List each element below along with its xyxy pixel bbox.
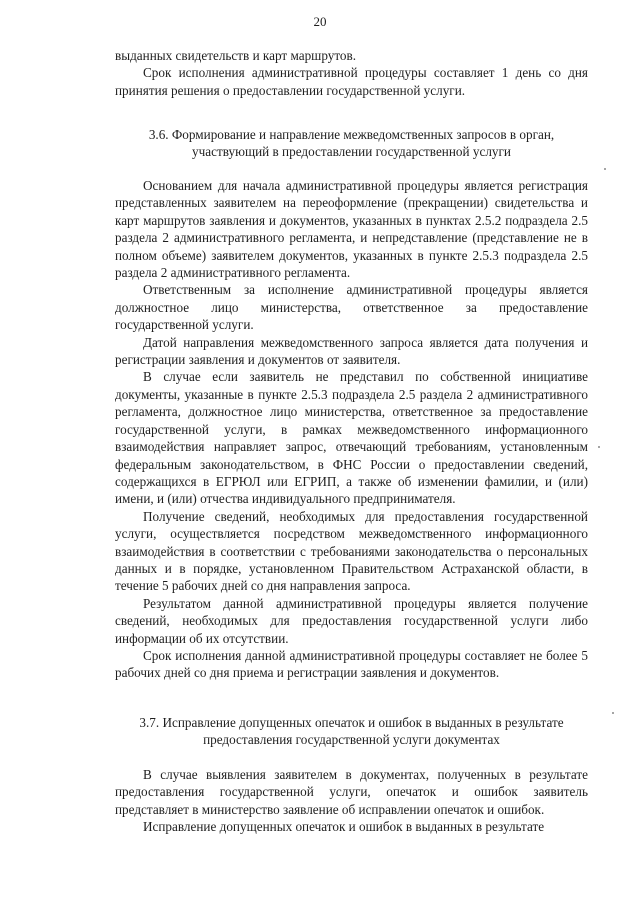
section-3-6-paragraph-3: Датой направления межведомственного запроса является дата получения и регистрации заявления и документов от заявителя. bbox=[115, 334, 588, 368]
section-3-6-heading: 3.6. Формирование и направление межведомственных запросов в орган, участвующий в предоставлении государственной услуги bbox=[148, 127, 555, 160]
section-3-6-paragraph-2: Ответственным за исполнение административной процедуры является должностное лицо министерства, ответственное за предоставление государственной услуги. bbox=[115, 282, 588, 333]
section-3-6-paragraph-4: В случае если заявитель не представил по собственной инициативе документы, указанные в пункте 2.5.3 подраздела 2.5 раздела 2 административного регламента, должностное лицо министерства, ответственное за предоставление государственной услуги, в рамках межведомственного информационного взаимодействия направляет запрос, отвечающий требованиям, установленным федеральным законодательством, в ФНС России о предоставлении сведений, содержащихся в ЕГРЮЛ или ЕГРИП, а также об изменении фамилии, и (или) имени, и (или) отчества индивидуального предпринимателя. bbox=[115, 369, 588, 507]
section-3-6-paragraph-6: Результатом данной административной процедуры является получение сведений, необходимых для предоставления государственной услуги либо информации об их отсутствии. bbox=[115, 595, 588, 646]
section-3-7-paragraph-2: Исправление допущенных опечаток и ошибок в выданных в результате bbox=[143, 819, 545, 835]
intro-block bbox=[115, 47, 588, 99]
page-number: 20 bbox=[313, 14, 327, 29]
section-3-7-heading: 3.7. Исправление допущенных опечаток и ошибок в выданных в результате предоставления государственной услуги документах bbox=[139, 715, 564, 748]
section-3-7-paragraph-1: В случае выявления заявителем в документах, полученных в результате предоставления государственной услуги, опечаток и ошибок заявитель представляет в министерство заявление об исправлении опечаток и ошибок. bbox=[115, 767, 588, 817]
intro-continuation: выданных свидетельств и карт маршрутов. bbox=[115, 48, 357, 63]
scan-speck bbox=[604, 168, 606, 170]
section-3-6-paragraph-1: Основанием для начала административной процедуры является регистрация представленных заявителем на переоформление (прекращении) свидетельства и карт маршрутов заявления и документов, указанных в пунктах 2.5.2 подраздела 2.5 раздела 2 административного регламента, и непредставление (представление не в полном объеме) заявителем документов, указанных в пункте 2.5.3 подраздела 2.5 раздела 2 административного регламента. bbox=[115, 178, 588, 281]
intro-duration: Срок исполнения административной процедуры составляет 1 день со дня принятия решения о предоставлении государственной услуги. bbox=[115, 65, 588, 98]
scan-speck bbox=[598, 446, 600, 448]
section-3-6-paragraph-5: Получение сведений, необходимых для предоставления государственной услуги, осуществляется посредством межведомственного информационного взаимодействия в соответствии с требованиями законодательства о персональных данных и в порядке, установленном Правительством Астраханской области, в течение 5 рабочих дней со дня направления запроса. bbox=[115, 508, 588, 594]
section-3-6-body bbox=[115, 177, 588, 682]
section-3-6-paragraph-7: Срок исполнения данной административной процедуры составляет не более 5 рабочих дней со дня приема и регистрации заявления и документов. bbox=[115, 647, 588, 681]
section-3-7-body bbox=[115, 766, 588, 836]
scan-speck bbox=[612, 712, 614, 714]
